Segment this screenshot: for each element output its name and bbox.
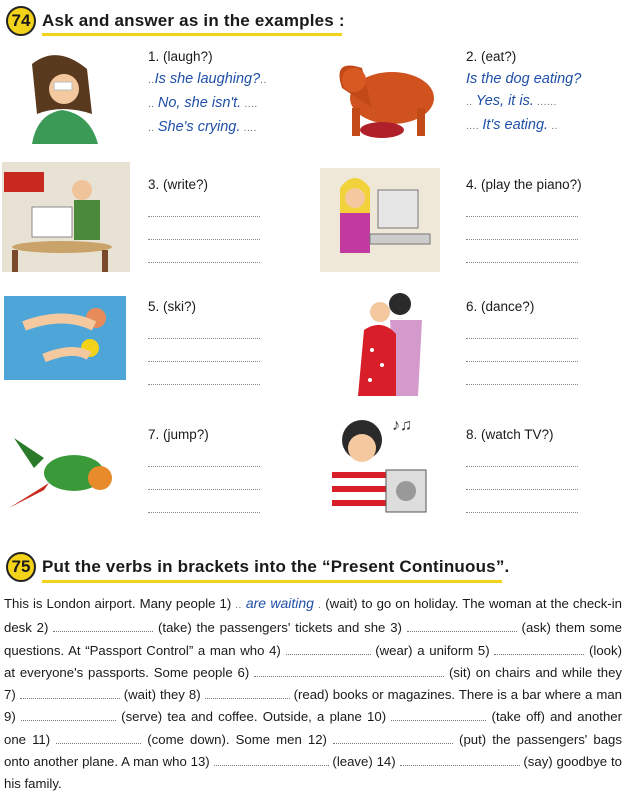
text-segment: (say) goodbye to his family. <box>4 754 622 792</box>
answer-blank-7[interactable] <box>20 686 120 699</box>
question-item-1: 1. (laugh?) ..Is she laughing?.. .. No, she isn't. .... .. She's crying. .... <box>148 49 267 135</box>
answer-line[interactable] <box>466 492 578 513</box>
item-number: 4. <box>466 177 478 192</box>
answer-line[interactable] <box>148 242 260 263</box>
answer-line[interactable] <box>466 341 578 362</box>
text-segment: (wear) a uniform 5) <box>375 642 490 658</box>
question-item-7 <box>148 424 260 515</box>
title-underline <box>42 33 342 36</box>
exercise-75-paragraph: This is London airport. Many people 1) .. are waiting . (wait) to go on holiday. The woman at the check-in desk 2) (take) the passengers' tickets and she 3) (ask) them some questions. At “Passport Control” a man who 4) (wear) a uniform 5) (look) at everyone's passports. Some people 6) (sit) on chairs and while they 7) (wait) they 8) (read) books or magazines. There is a bar where a man 9) (serve) tea and coffee. Outside, a plane 10) (take off) and another one 11) (come down). Some men 12) (put) the passengers' bags onto another plane. A man who 13) (leave) 14) (say) goodbye to his family. <box>4 595 623 792</box>
exercise-number-badge: 74 <box>6 6 36 36</box>
item-number: 7. <box>148 427 160 442</box>
answer-blank-6[interactable] <box>254 664 444 677</box>
answer-line[interactable] <box>466 219 578 240</box>
answer-line[interactable] <box>466 318 578 339</box>
answer-line[interactable] <box>148 341 260 362</box>
question-item-4 <box>466 174 582 265</box>
answer-line[interactable] <box>148 196 260 217</box>
answer-line[interactable] <box>466 242 578 263</box>
answer-line[interactable] <box>148 469 260 490</box>
item-verb: (jump?) <box>163 427 209 442</box>
answer-blank-11[interactable] <box>56 731 141 744</box>
answer-blank-13[interactable] <box>214 753 329 766</box>
answer-blank-1[interactable]: are waiting <box>245 595 314 611</box>
answer-blank-12[interactable] <box>333 731 453 744</box>
item-number: 1. <box>148 49 160 64</box>
text-segment: (ask) them some questions. At “Passport Control” a man who 4) <box>4 620 623 658</box>
text-segment: (take off) and another one 11) <box>4 709 623 747</box>
answer-blank-4[interactable] <box>286 642 371 655</box>
example-answer-full: She's crying. <box>157 119 241 135</box>
answer-line[interactable] <box>466 446 578 467</box>
text-segment: (look) at everyone's passports. Some people 6) <box>4 642 622 680</box>
text-segment: (take) the passengers' tickets and she 3) <box>158 620 402 636</box>
text-segment: (wait) to go on holiday. The woman at the check-in desk 2) <box>4 596 623 636</box>
answer-blank-5[interactable] <box>494 642 584 655</box>
text-segment: (put) the passengers' bags onto another plane. A man who 13) <box>4 731 622 770</box>
answer-blank-10[interactable] <box>391 708 486 721</box>
item-number: 6. <box>466 299 478 314</box>
item-number: 8. <box>466 427 478 442</box>
item-verb: (write?) <box>163 177 209 192</box>
item-number: 5. <box>148 299 160 314</box>
example-answer-short: No, she isn't. <box>157 95 242 111</box>
swimmers-illustration <box>4 296 126 380</box>
answer-blank-8[interactable] <box>205 686 290 699</box>
item-number: 2. <box>466 49 478 64</box>
answer-line[interactable] <box>466 469 578 490</box>
exercise-74-header <box>6 6 345 36</box>
item-verb: (ski?) <box>163 299 197 314</box>
question-item-5 <box>148 296 260 387</box>
example-answer-question: Is she laughing? <box>154 71 261 87</box>
bird-flying-illustration <box>4 418 124 518</box>
text-segment: (read) books or magazines. There is a bar where a man 9) <box>4 687 623 725</box>
text-segment: (wait) they 8) <box>123 687 201 703</box>
text-segment: (sit) on chairs and while they 7) <box>4 664 623 703</box>
answer-line[interactable] <box>466 364 578 385</box>
item-verb: (laugh?) <box>163 49 213 64</box>
question-item-3 <box>148 174 260 265</box>
exercise-title: Put the verbs in brackets into the “Present Continuous”. <box>42 557 510 576</box>
answer-blank-3[interactable] <box>407 619 517 632</box>
exercise-75-header <box>6 552 509 582</box>
text-segment: (come down). Some men 12) <box>147 731 327 747</box>
answer-line[interactable] <box>148 219 260 240</box>
item-verb: (eat?) <box>481 49 517 64</box>
text-segment: (leave) 14) <box>332 754 396 770</box>
svg-text:♪♫: ♪♫ <box>392 417 412 434</box>
dog-eating-illustration <box>322 48 442 148</box>
answer-line[interactable] <box>148 446 260 467</box>
boy-radio-illustration <box>322 410 434 522</box>
answer-blank-14[interactable] <box>400 753 520 766</box>
exercise-number-badge: 75 <box>6 552 36 582</box>
item-verb: (watch TV?) <box>481 427 554 442</box>
text-segment: This is London airport. Many people 1) <box>4 596 232 611</box>
answer-line[interactable] <box>148 364 260 385</box>
answer-line[interactable] <box>148 318 260 339</box>
item-verb: (dance?) <box>481 299 535 314</box>
woman-typing-illustration <box>320 168 440 272</box>
answer-line[interactable] <box>466 196 578 217</box>
couple-dancing-illustration <box>352 290 432 400</box>
text-segment: (serve) tea and coffee. Outside, a plane 10) <box>121 709 387 725</box>
question-item-6 <box>466 296 578 387</box>
question-item-2: 2. (eat?) Is the dog eating? .. Yes, it is. ...... .... It's eating. .. <box>466 49 582 133</box>
example-answer-full: It's eating. <box>482 117 549 133</box>
man-writing-cafe-illustration <box>2 162 130 272</box>
example-answer-short: Yes, it is. <box>475 93 534 109</box>
answer-blank-2[interactable] <box>53 619 153 632</box>
title-underline <box>42 580 502 583</box>
exercise-title: Ask and answer as in the examples : <box>42 11 345 30</box>
item-number: 3. <box>148 177 160 192</box>
item-verb: (play the piano?) <box>481 177 582 192</box>
answer-line[interactable] <box>148 492 260 513</box>
example-answer-question: Is the dog eating? <box>466 71 582 87</box>
answer-blank-9[interactable] <box>21 708 116 721</box>
question-item-8 <box>466 424 578 515</box>
woman-crying-illustration <box>12 44 112 148</box>
